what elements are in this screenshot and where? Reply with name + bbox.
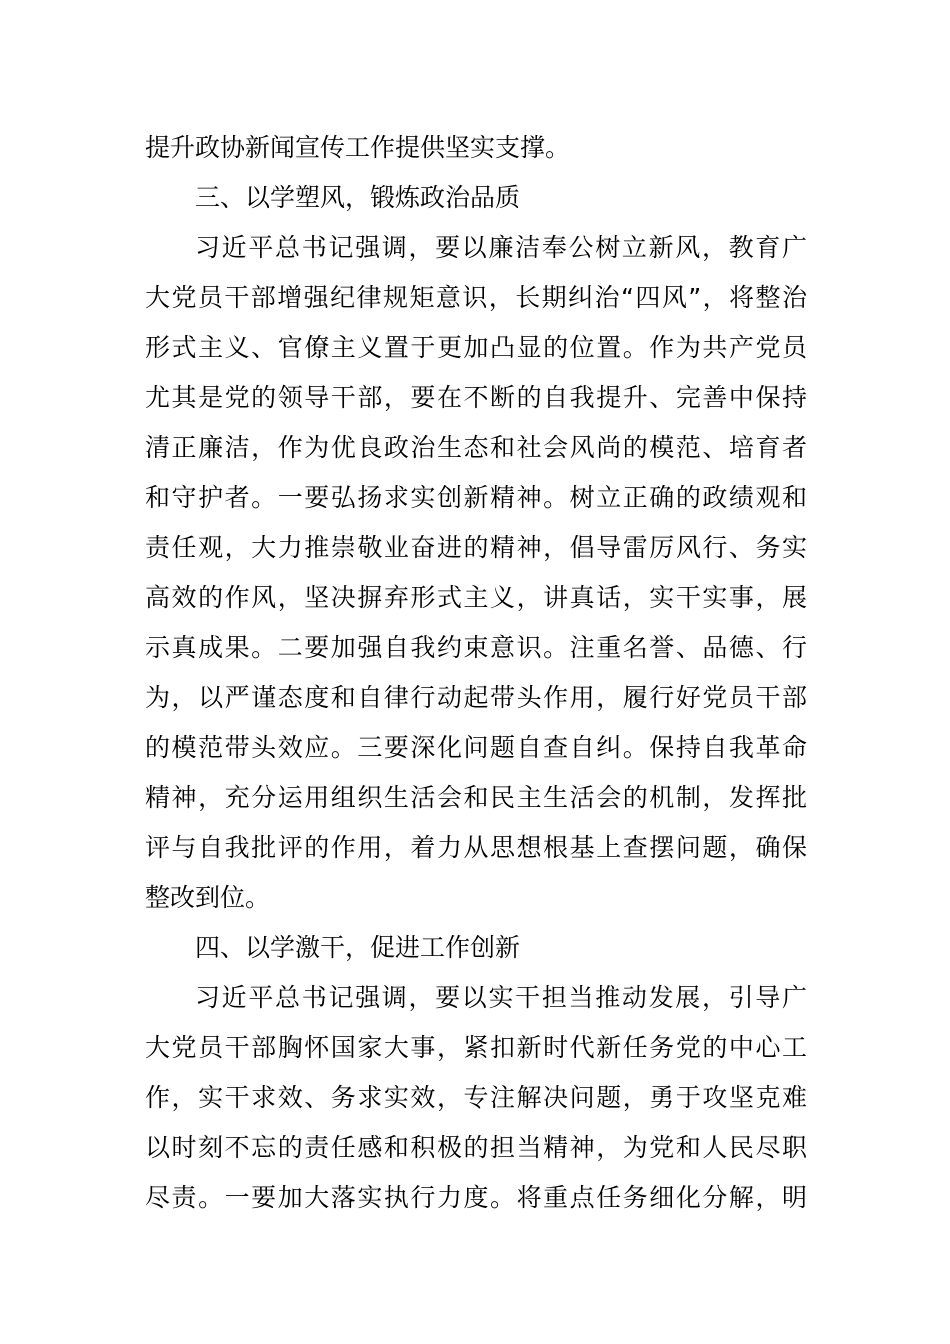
paragraph-3-line-14: 整改到位。 — [145, 883, 271, 912]
paragraph-4-line-4: 以时刻不忘的责任感和积极的担当精神，为党和人民尽职 — [145, 1133, 807, 1162]
paragraph-4-line-5: 尽责。一要加大落实执行力度。将重点任务细化分解，明 — [145, 1183, 807, 1212]
paragraph-3-line-11: 的模范带头效应。三要深化问题自查自纠。保持自我革命 — [145, 733, 807, 762]
paragraph-3-line-6: 和守护者。一要弘扬求实创新精神。树立正确的政绩观和 — [145, 483, 807, 512]
paragraph-3-line-7: 责任观，大力推崇敬业奋进的精神，倡导雷厉风行、务实 — [145, 533, 807, 562]
paragraph-3-line-2: 大党员干部增强纪律规矩意识，长期纠治“四风”，将整治 — [145, 283, 807, 312]
paragraph-3-line-1: 习近平总书记强调，要以廉洁奉公树立新风，教育广 — [195, 233, 807, 262]
paragraph-4-line-2: 大党员干部胸怀国家大事，紧扣新时代新任务党的中心工 — [145, 1033, 807, 1062]
paragraph-3-line-4: 尤其是党的领导干部，要在不断的自我提升、完善中保持 — [145, 383, 807, 412]
paragraph-3-line-8: 高效的作风，坚决摒弃形式主义，讲真话，实干实事，展 — [145, 583, 807, 612]
paragraph-4-line-3: 作，实干求效、务求实效，专注解决问题，勇于攻坚克难 — [145, 1083, 807, 1112]
section-heading-4: 四、以学激干，促进工作创新 — [195, 933, 521, 962]
paragraph-3-line-5: 清正廉洁，作为优良政治生态和社会风尚的模范、培育者 — [145, 433, 807, 462]
section-heading-3: 三、以学塑风，锻炼政治品质 — [195, 183, 521, 212]
paragraph-3-line-13: 评与自我批评的作用，着力从思想根基上查摆问题，确保 — [145, 833, 807, 862]
paragraph-4-line-1: 习近平总书记强调，要以实干担当推动发展，引导广 — [195, 983, 807, 1012]
paragraph-3-line-10: 为，以严谨态度和自律行动起带头作用，履行好党员干部 — [145, 683, 807, 712]
paragraph-3-line-3: 形式主义、官僚主义置于更加凸显的位置。作为共产党员 — [145, 333, 807, 362]
paragraph-3-line-12: 精神，充分运用组织生活会和民主生活会的机制，发挥批 — [145, 783, 807, 812]
text-line-1: 提升政协新闻宣传工作提供坚实支撑。 — [145, 133, 571, 162]
paragraph-3-line-9: 示真成果。二要加强自我约束意识。注重名誉、品德、行 — [145, 633, 807, 662]
